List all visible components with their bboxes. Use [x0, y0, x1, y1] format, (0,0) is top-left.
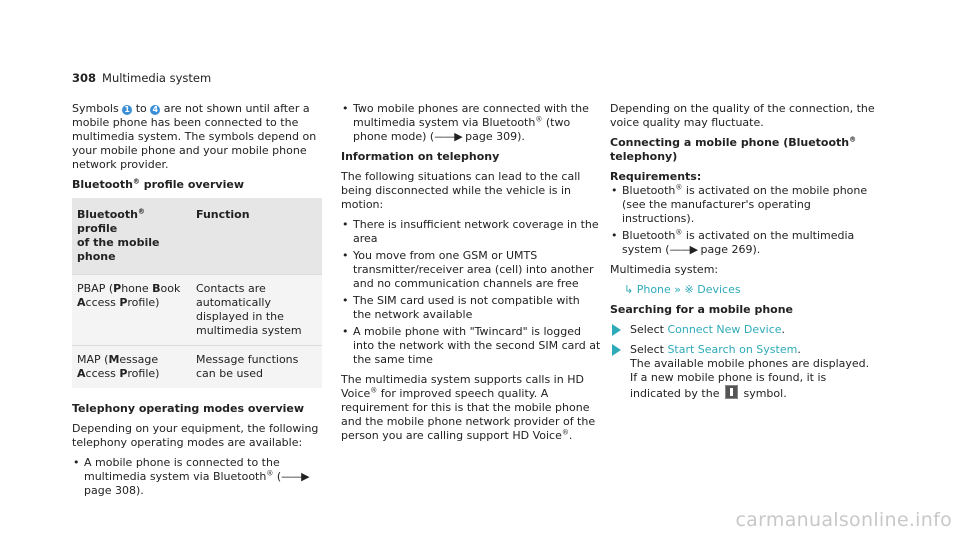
menu-path-separator-icon: » — [674, 283, 682, 296]
requirements-label: Requirements: — [610, 170, 702, 183]
situations-list — [341, 218, 601, 367]
step-1: Select Connect New Device. — [610, 323, 875, 337]
menu-path-devices[interactable]: Devices — [697, 283, 741, 296]
modes-list — [72, 456, 324, 498]
watermark: carmanualsonline.info — [735, 509, 952, 531]
table-header-function: Function — [191, 198, 322, 275]
step-play-icon — [612, 324, 621, 336]
table-row: PBAP (Phone Book Access Profile) Contacts are automatically displayed in the multimedia system — [72, 275, 322, 346]
badge-4-icon: 4 — [150, 105, 160, 115]
menu-path-phone[interactable]: Phone — [636, 283, 671, 296]
list-item: • You move from one GSM or UMTS transmitter/receiver area (cell) into another and no communication channels are free — [341, 249, 601, 291]
list-item: • A mobile phone with "Twincard" is logged into the network with the second SIM card at the same time — [341, 325, 601, 367]
connect-new-device-link[interactable]: Connect New Device — [667, 323, 782, 336]
page-ref-arrow-icon: ——▶ — [434, 130, 462, 143]
page-ref-link[interactable]: page 269). — [700, 243, 761, 256]
menu-path-arrow-icon: ↳ — [624, 283, 634, 296]
page-ref-link[interactable]: page 309). — [465, 130, 525, 143]
connect-heading: Connecting a mobile phone (Bluetooth® telephony) — [610, 135, 857, 163]
menu-path — [624, 283, 875, 297]
info-intro: The following situations can lead to the call being disconnected while the vehicle is in motion: — [341, 170, 581, 211]
search-heading: Searching for a mobile phone — [610, 303, 794, 316]
start-search-link[interactable]: Start Search on System — [667, 343, 798, 356]
table-header-profile: Bluetooth® profile of the mobile phone — [72, 198, 191, 275]
profile-table — [72, 198, 322, 388]
requirements-list — [610, 184, 875, 257]
symbols-intro: Symbols 1 to 4 are not shown until after a mobile phone has been connected to the multimedia system. The symbols depend on your mobile phone and your mobile phone network provider. — [72, 102, 317, 171]
column-3 — [610, 102, 875, 407]
page-number: 308 — [72, 71, 97, 85]
modes-heading: Telephony operating modes overview — [72, 402, 305, 415]
page-header — [72, 71, 211, 85]
profile-heading: Bluetooth® profile overview — [72, 177, 244, 191]
list-item: • There is insufficient network coverage in the area — [341, 218, 601, 246]
mobile-phone-symbol-icon — [725, 385, 738, 399]
badge-1-icon: 1 — [122, 105, 132, 115]
bluetooth-icon: ※ — [684, 283, 694, 296]
info-heading: Information on telephony — [341, 150, 500, 163]
list-item: • Bluetooth® is activated on the mobile phone (see the manufacturer's operating instructions). — [610, 184, 875, 226]
list-item: • Two mobile phones are connected with the multimedia system via Bluetooth® (two phone mode) (——▶ page 309). — [341, 102, 601, 144]
list-item: • The SIM card used is not compatible with the network available — [341, 294, 601, 322]
hd-voice-paragraph: The multimedia system supports calls in HD Voice® for improved speech quality. A requirement for this is that the mobile phone and the mobile phone network provider of the person you are calling support HD Voice®. — [341, 373, 596, 442]
list-item: • Bluetooth® is activated on the multimedia system (——▶ page 269). — [610, 229, 875, 257]
page-ref-arrow-icon: ——▶ — [669, 243, 698, 256]
multimedia-system-label: Multimedia system: — [610, 263, 719, 276]
page-ref-arrow-icon: ——▶ — [281, 470, 309, 483]
column-1 — [72, 102, 324, 504]
column-2 — [341, 102, 601, 449]
list-item: • A mobile phone is connected to the multimedia system via Bluetooth® (——▶ page 308). — [72, 456, 324, 498]
page-ref-link[interactable]: page 308). — [84, 484, 144, 497]
page-title: Multimedia system — [102, 71, 212, 85]
modes-list-cont — [341, 102, 601, 144]
quality-paragraph: Depending on the quality of the connection, the voice quality may fluctuate. — [610, 102, 875, 129]
table-row: MAP (Message Access Profile) Message functions can be used — [72, 346, 322, 389]
modes-intro: Depending on your equipment, the following telephony operating modes are available: — [72, 422, 319, 449]
step-play-icon — [612, 344, 621, 356]
step-2: Select Start Search on System. The available mobile phones are displayed. If a new mobile phone is found, it is indicated by the symbol. — [610, 343, 875, 401]
